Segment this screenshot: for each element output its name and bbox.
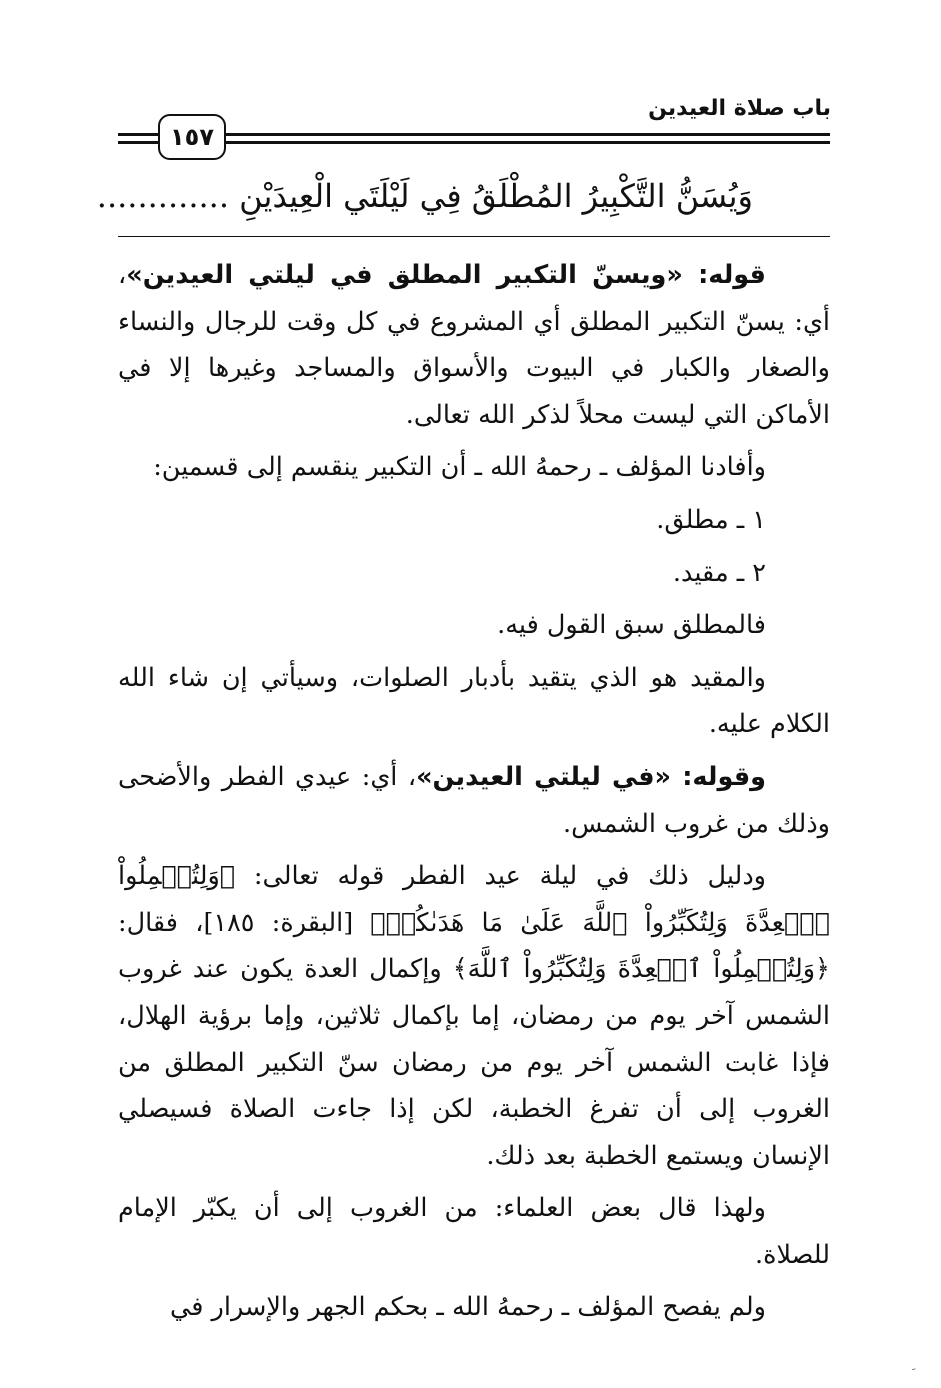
list-item-1: ١ ـ مطلق. (656, 504, 766, 535)
paragraph-4: والمقيد هو الذي يتقيد بأدبار الصلوات، وسيأتي إن شاء الله الكلام عليه. (118, 662, 830, 740)
header-rule-left-upper (118, 133, 158, 136)
paragraph-3: فالمطلق سبق القول فيه. (497, 610, 766, 641)
paragraph-5 (118, 754, 830, 847)
matn-divider (118, 236, 830, 237)
list-item-2: ٢ ـ مقيد. (672, 557, 766, 588)
running-title: باب صلاة العيدين (648, 96, 831, 121)
paragraph-1-lead: قوله: «ويسنّ التكبير المطلق في ليلتي العيدين» (126, 260, 766, 290)
paragraph-1 (118, 252, 830, 438)
paragraph-6: ودليل ذلك في ليلة عيد الفطر قوله تعالى: ﴿وَلِتُكۡمِلُواْ ٱلۡعِدَّةَ وَلِتُكَبِّرُواْ ٱللَّهَ عَلَىٰ مَا هَدَىٰكُمۡ﴾ [البقرة: ١٨٥]، فقال: ﴿وَلِتُكۡمِلُواْ ٱلۡعِدَّةَ وَلِتُكَبِّرُواْ ٱللَّهَ﴾ وإكمال العدة يكون عند غروب الشمس آخر يوم من رمضان، إما بإكمال ثلاثين، وإما برؤية الهلال، فإذا غابت الشمس آخر يوم من رمضان سنّ التكبير المطلق من الغروب إلى أن تفرغ الخطبة، لكن إذا جاءت الصلاة فسيصلي الإنسان ويستمع الخطبة بعد ذلك. (118, 861, 830, 1171)
paragraph-2: وأفادنا المؤلف ـ رحمهُ الله ـ أن التكبير ينقسم إلى قسمين: (153, 452, 766, 483)
header-rule-left-lower (118, 141, 158, 144)
paragraph-1-text: ، أي: يسنّ التكبير المطلق أي المشروع في كل وقت للرجال والنساء والصغار والكبار في البيوت والأسواق والمساجد وغيرها إلا في الأماكن التي ليست محلاً لذكر الله تعالى. (118, 260, 830, 430)
paragraph-8: ولم يفصح المؤلف ـ رحمهُ الله ـ بحكم الجهر والإسرار في (170, 1292, 766, 1323)
page-number: ١٥٧ (158, 114, 226, 160)
paragraph-5-lead: وقوله: «في ليلتي العيدين» (416, 761, 767, 792)
paragraph-5-text: ، أي: عيدي الفطر والأضحى وذلك من غروب الشمس. (118, 761, 830, 839)
header-rule-upper (222, 133, 830, 136)
paragraph-7: ولهذا قال بعض العلماء: من الغروب إلى أن يكبّر الإمام للصلاة. (118, 1193, 830, 1270)
matn-text: وَيُسَنُّ التَّكْبِيرُ المُطْلَقُ فِي لَيْلَتَي الْعِيدَيْنِ ............. (96, 177, 753, 215)
scan-mark: ﹶ (912, 1366, 916, 1380)
commentary-body (118, 252, 830, 1337)
header-rule-lower (222, 141, 830, 144)
